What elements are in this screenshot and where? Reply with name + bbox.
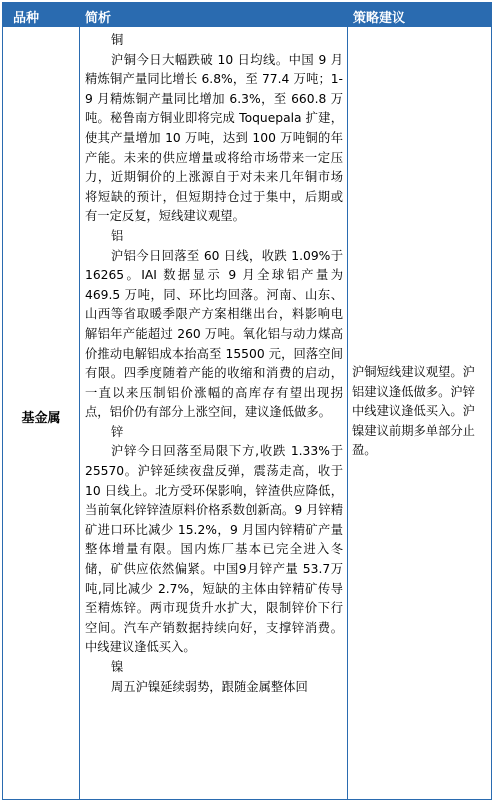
metal-heading-nickel: 镍 <box>111 660 124 674</box>
header-analysis: 简析 <box>85 11 112 26</box>
metal-heading-aluminum: 铝 <box>111 228 124 243</box>
metal-heading-zinc: 锌 <box>111 424 124 439</box>
analysis-paragraph-zinc: 沪锌今日回落至局限下方,收跌 1.33%于 25570。沪锌延续夜盘反弹，震荡走高，收于 10 日线上。北方受环保影响，锌渣供应降低，当前氧化锌锌渣原料价格系数创新高。9 月锌精矿进口环比减少 15.2%，9 月国内锌精矿产量整体增量有限。国内炼厂基本已完全进入冬储，矿供应依然偏紧。中国9月锌产量 53.7万吨,同比减少 2.7%，短缺的主体由锌精矿传导至精炼锌。两市现货升水扩大，限制锌价下行空间。汽车产销数据持续向好，支撑锌消费。中线建议逢低买入。 <box>85 444 343 655</box>
strategy-advice: 沪铜短线建议观望。沪铝建议逢低做多。沪锌中线建议逢低买入。沪镍建议前期多单部分止盈。 <box>352 365 475 458</box>
analysis-paragraph-aluminum: 沪铝今日回落至 60 日线，收跌 1.09%于 16265。IAI 数据显示 9 月全球铝产量为 469.5 万吨，同、环比均回落。河南、山东、山西等省取暖季限产方案相继出台，料影响电解铝年产能超过 260 万吨。氧化铝与动力煤高价推动电解铝成本抬高至 15500 元，回落空间有限。四季度随着产能的收缩和消费的启动，一直以来压制铝价涨幅的高库存有望出现拐点，铝价仍有部分上涨空间，建议逢低做多。 <box>85 248 343 420</box>
strategy-table <box>2 2 492 800</box>
table-header <box>3 3 491 27</box>
strategy-cell <box>348 27 491 799</box>
header-strategy: 策略建议 <box>353 11 406 26</box>
analysis-paragraph-copper: 沪铜今日大幅跌破 10 日均线。中国 9 月精炼铜产量同比增长 6.8%，至 77.4 万吨；1-9 月精炼铜产量同比增加 6.3%，至 660.8 万吨。秘鲁南方铜业即将完成 Toquepala 扩建，使其产量增加 10 万吨，达到 100 万吨铜的年产能。未来的供应增量或将给市场带来一定压力，近期铜价的上涨源自于对未来几年铜市场将短缺的预计，但短期持仓过于集中，后期或有一定反复，短线建议观望。 <box>85 52 343 224</box>
header-category: 品种 <box>13 11 40 26</box>
category-cell <box>3 27 80 799</box>
analysis-text <box>85 31 343 697</box>
analysis-paragraph-nickel: 周五沪镍延续弱势，跟随金属整体回 <box>111 679 308 694</box>
category-label: 基金属 <box>21 411 61 426</box>
metal-heading-copper: 铜 <box>111 33 124 47</box>
analysis-cell <box>80 27 348 799</box>
